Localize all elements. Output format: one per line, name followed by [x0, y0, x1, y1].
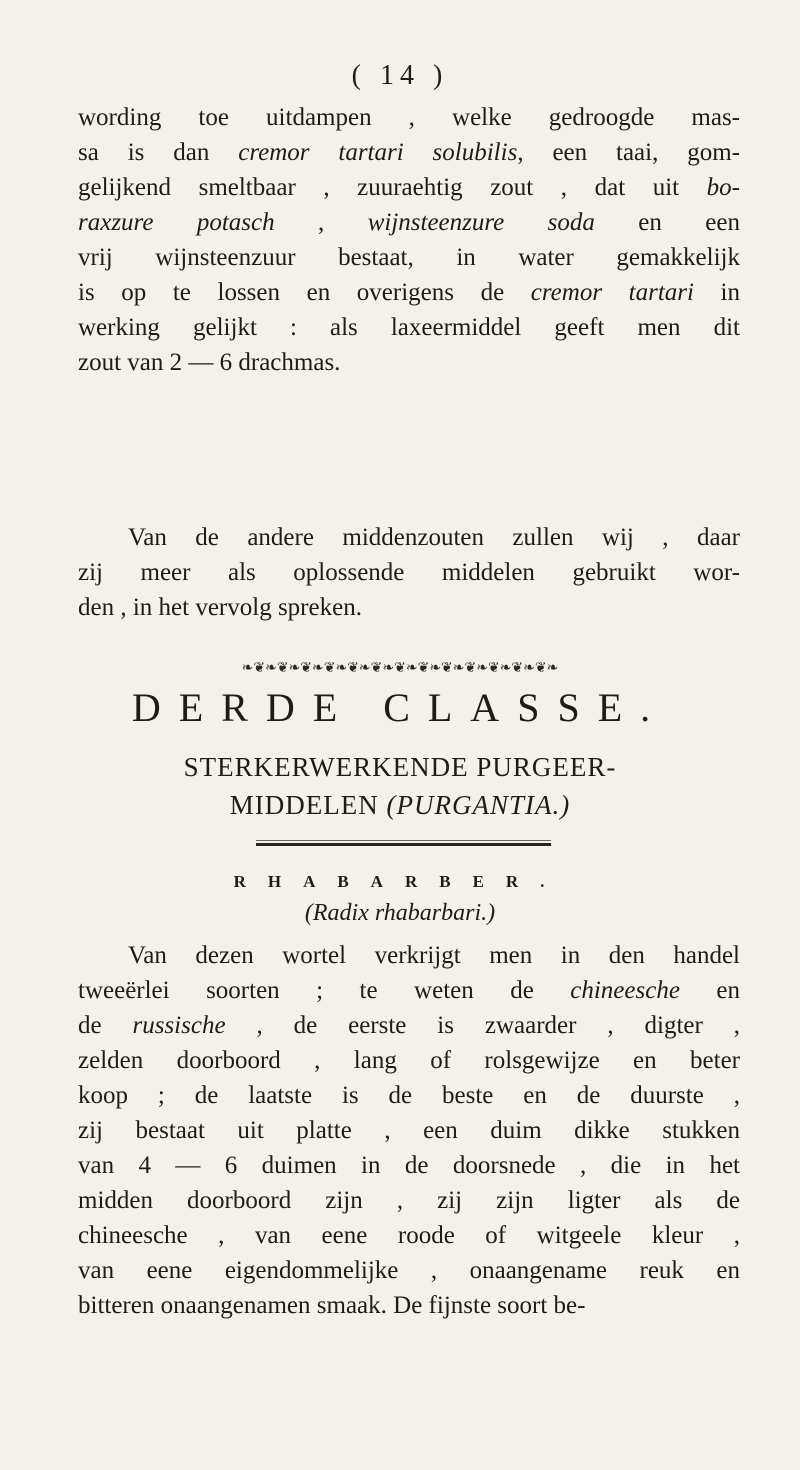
rule-thick: [256, 843, 551, 846]
text-line: [78, 590, 740, 625]
text-run: en: [679, 977, 740, 1004]
page-number: ( 14 ): [351, 60, 449, 91]
italic-term: chineesche: [570, 977, 680, 1004]
rule-thin: [256, 840, 551, 841]
text-run: en een: [594, 209, 741, 236]
text-line: [78, 1253, 740, 1288]
italic-term: wijnsteenzure soda: [367, 209, 595, 236]
paragraph-2: [78, 520, 740, 625]
italic-term: cremor tartari solubilis: [238, 139, 518, 166]
text-line: [78, 1183, 740, 1218]
text-run: van 4 — 6 duimen in de doorsnede , die in het: [78, 1152, 740, 1179]
text-line: [78, 240, 740, 275]
text-run: de: [78, 1012, 133, 1039]
italic-term: russische: [132, 1012, 226, 1039]
text-line: [78, 555, 740, 590]
paragraph-3: [78, 938, 740, 1323]
subtitle-plain: MIDDELEN: [229, 790, 387, 820]
text-line: [78, 345, 740, 380]
italic-term: raxzure potasch: [78, 209, 275, 236]
text-run: tweeërlei soorten ; te weten de: [78, 977, 571, 1004]
text-run: zout van 2 — 6 drachmas.: [78, 349, 341, 376]
italic-term: bo-: [706, 174, 740, 201]
text-run: zij meer als oplossende middelen gebruikt wor-: [78, 559, 740, 586]
text-run: Van de andere middenzouten zullen wij , daar: [128, 524, 740, 551]
text-run: chineesche , van eene roode of witgeele kleur ,: [78, 1222, 740, 1249]
text-line: [78, 310, 740, 345]
text-line: [78, 275, 740, 310]
section-subtitle-line-2: [0, 790, 800, 821]
text-run: sa is dan: [78, 139, 239, 166]
text-run: werking gelijkt : als laxeermiddel geeft men dit: [78, 314, 740, 341]
text-line: [78, 520, 740, 555]
text-line: [78, 205, 740, 240]
text-run: den , in het vervolg spreken.: [78, 594, 362, 621]
entry-headword: RHABARBER.: [233, 872, 567, 891]
text-run: ,: [274, 209, 368, 236]
text-line: [78, 1113, 740, 1148]
italic-term: cremor tartari: [530, 279, 694, 306]
text-line: [78, 1288, 740, 1323]
text-line: [78, 1148, 740, 1183]
subtitle-latin: (PURGANTIA.): [386, 790, 571, 820]
text-line: [78, 170, 740, 205]
paragraph-1: [78, 100, 740, 380]
text-line: [78, 1043, 740, 1078]
text-run: is op te lossen en overigens de: [78, 279, 531, 306]
text-run: , een taai, gom-: [517, 139, 740, 166]
section-title: DERDE CLASSE.: [131, 685, 669, 730]
entry-latin-name: (Radix rhabarbari.): [304, 900, 496, 926]
text-line: [78, 1078, 740, 1113]
text-line: [78, 938, 740, 973]
text-line: [78, 973, 740, 1008]
text-run: zij bestaat uit platte , een duim dikke stukken: [78, 1117, 740, 1144]
text-run: koop ; de laatste is de beste en de duurste ,: [78, 1082, 740, 1109]
text-run: wording toe uitdampen , welke gedroogde mas-: [78, 104, 740, 131]
text-line: [78, 1008, 740, 1043]
text-run: bitteren onaangenamen smaak. De fijnste soort be-: [78, 1292, 586, 1319]
ornamental-divider: ❧❦❧❦❧❦❧❦❧❦❧❦❧❦❧❦❧❦❧❦❧❦❧❦❧❦❧: [241, 661, 559, 676]
text-run: gelijkend smeltbaar , zuuraehtig zout , dat uit: [78, 174, 707, 201]
text-run: van eene eigendommelijke , onaangename reuk en: [78, 1257, 740, 1284]
text-run: Van dezen wortel verkrijgt men in den handel: [128, 942, 740, 969]
text-run: , de eerste is zwaarder , digter ,: [225, 1012, 740, 1039]
section-subtitle-line-1: STERKERWERKENDE PURGEER-: [183, 752, 617, 782]
text-line: [78, 1218, 740, 1253]
text-run: in: [693, 279, 740, 306]
text-run: zelden doorboord , lang of rolsgewijze en beter: [78, 1047, 740, 1074]
text-run: midden doorboord zijn , zij zijn ligter als de: [78, 1187, 740, 1214]
text-line: [78, 100, 740, 135]
text-line: [78, 135, 740, 170]
text-run: vrij wijnsteenzuur bestaat, in water gemakkelijk: [78, 244, 740, 271]
